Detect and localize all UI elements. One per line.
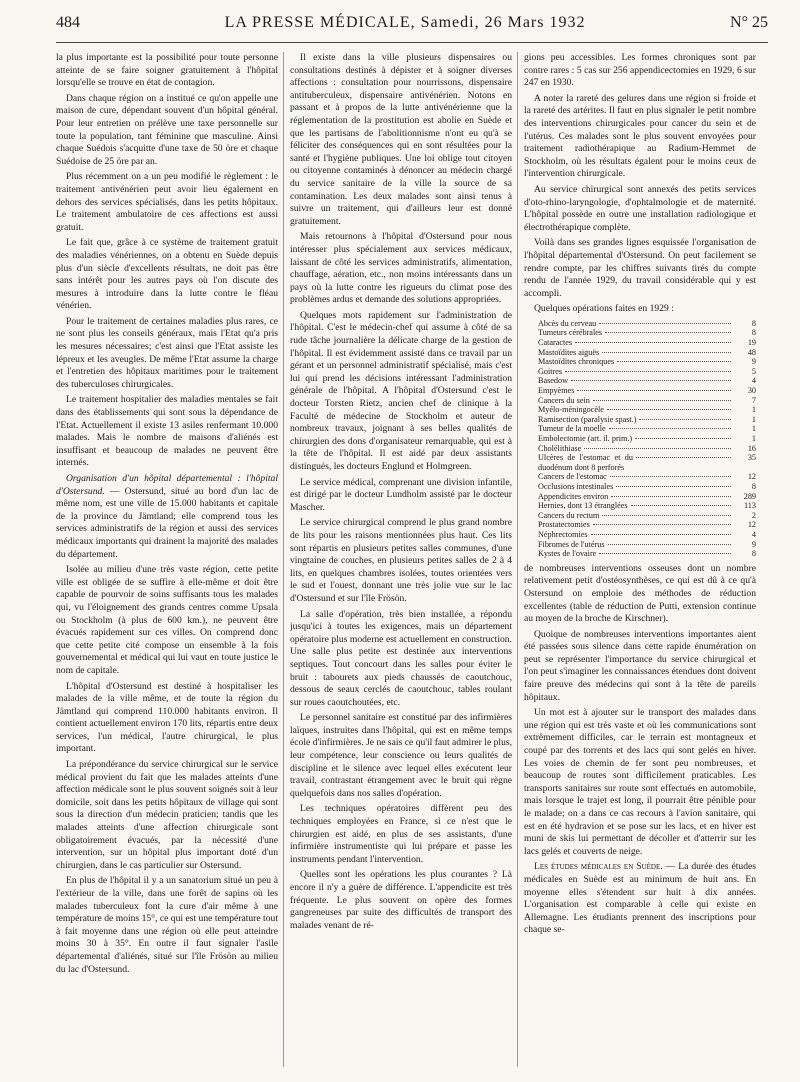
paragraph: En plus de l'hôpital il y a un sanatorium situé un peu à l'extérieur de la ville, dans une forêt de sapins où les malades tuberculeux font la cure d'air même à une température de moins 15°, ce qui est une température tout à fait moyenne dans une région où elle peut atteindre moins 30 à 35°. En outre il faut signaler l'asile départemental d'aliénés, situé sur l'île Frösön au milieu du lac d'Ostersund. [56, 875, 278, 975]
operation-count: 8 [751, 328, 756, 338]
operation-row [538, 511, 756, 521]
operation-row [538, 453, 756, 472]
operation-count: 4 [751, 376, 756, 386]
paragraph: Quelques mots rapidement sur l'administration de l'hôpital. C'est le médecin-chef qui assume à côté de sa rude tâche journalière la délicate charge de la gestion de l'hôpital. Il est évidemment assisté dans ce travail par un gérant et un personnel administratif spécialisé, mais c'est lui qui prend les décisions intéressant l'administration générale de l'hôpital. A l'hôpital d'Ostersund c'est le docteur Torsten Rietz, ancien chef de clinique à la Faculté de médecine de Stockholm et auteur de nombreux travaux, joignant à ses belles qualités de chirurgien des dons d'organisateur remarquable, qui est à la tête de l'hôpital. Il est aidé par deux assistants distingués, les docteurs Englund et Holmgreen. [290, 309, 512, 472]
paragraph: de nombreuses interventions osseuses dont un nombre relativement petit d'ostéosynthèses, ce qui est dû à ce qu'à Ostersund on emploie des méthodes de réduction excellentes (table de réduction de Putti, extension continue au moyen de la broche de Kirschner). [524, 562, 756, 625]
operation-row [538, 386, 756, 396]
operation-row [538, 328, 756, 338]
operation-name: Tumeurs cérébrales [538, 328, 603, 338]
paragraph: Les techniques opératoires diffèrent peu des techniques employées en France, si ce n'est que le chirurgien est aidé, en plus de ses assistants, d'une infirmière instrumentiste qui lui prépare et passe les instruments pendant l'intervention. [290, 803, 512, 865]
paragraph: la plus importante est la possibilité pour toute personne atteinte de se faire soigner gratuitement à l'hôpital lorsqu'elle se trouve en état de contagion. [56, 52, 278, 89]
column-rule-1 [283, 52, 284, 1067]
operation-row [538, 357, 756, 367]
operation-count: 4 [751, 529, 756, 539]
section-text: — Ostersund, situé au bord d'un lac de même nom, est une ville de 15.000 habitants et capitale de la province du Jämtland; elle comprend tous les services administratifs de la région et aussi des services médicaux importants qui drainent la majorité des malades du département. [56, 485, 278, 560]
leader-dots [616, 486, 731, 487]
operation-name: Cholélithiase [538, 443, 582, 453]
journal-title: LA PRESSE MÉDICALE, Samedi, 26 Mars 1932 [224, 14, 586, 31]
operation-name: Appendicites environ [538, 491, 609, 501]
operation-name: Cataractes [538, 338, 573, 348]
leader-dots [575, 342, 731, 343]
paragraph: La salle d'opération, très bien installée, a répondu jusqu'ici à toutes les exigences, mais un département opératoire plus moderne est actuellement en construction. Une salle plus petite est destinée aux interventions septiques. Tout concourt dans les salles pour éviter le bruit : tabourets aux pieds chaussés de caoutchouc, dessous de seaux cerclés de caoutchouc, tables roulant sur roues caoutchoutées, etc. [290, 608, 512, 708]
paragraph: Le service médical, comprenant une division infantile, est dirigé par le docteur Lundholm assisté par le docteur Mascher. [290, 476, 512, 513]
operation-count: 1 [751, 405, 756, 415]
paragraph: Isolée au milieu d'une très vaste région, cette petite ville est obligée de se suffire à elle-même et doit être capable de pourvoir de soins suffisants tous les malades qui, vu l'éloignement des grands centres comme Upsala ou Stockholm (à plus de 600 km.), ne peuvent être évacués rapidement sur ces villes. On comprend donc que cette petite cité compose un ensemble à la fois gouvernemental et médical qui lui vaut en toute justice le nom de capitale. [56, 564, 278, 676]
leader-dots [584, 448, 731, 449]
leader-dots [631, 505, 731, 506]
leader-dots [617, 361, 731, 362]
leader-dots [636, 457, 731, 458]
operation-row [538, 549, 756, 559]
operation-count: 19 [747, 338, 756, 348]
operation-count: 9 [751, 539, 756, 549]
operation-row [538, 434, 756, 444]
leader-dots [591, 534, 731, 535]
operation-count: 2 [751, 510, 756, 520]
operation-name: Tumeur de la moelle [538, 424, 606, 434]
operation-row [538, 501, 756, 511]
paragraph: Un mot est à ajouter sur le transport des malades dans une région qui est très vaste et où les communications sont extrêmement difficiles, car le terrain est montagneux et coupé par des torrents et des lacs qui sont gelés en hiver. Les voies de chemin de fer sont peu nombreuses, et beaucoup de routes sont difficilement praticables. Les transports sanitaires sur route sont effectués en automobile, mais lorsque le trajet est long, il pourrait être pénible pour le malade; on a dans ce cas recours à l'avion sanitaire, qui est en été hydravion et se pose sur les lacs, et en hiver est muni de skis lui permettant de décoller et d'atterrir sur les lacs gelés et couverts de neige. [524, 707, 756, 857]
operation-name: Ramisection (paralysie spast.) [538, 414, 637, 424]
leader-dots [565, 371, 731, 372]
paragraph: Il existe dans la ville plusieurs dispensaires ou consultations destinés à dépister et à soigner diverses affections : consultation pour nourrissons, dispensaire antituberculeux, dispensaire antivénérien. Notons en passant et à propos de la lutte antivénérienne que la réglementation de la prostitution est abolie en Suède et que les partisans de l'abolitionnisme n'ont eu qu'à se féliciter des conséquences qui en sont résultées pour la santé et l'hygiène publiques. Une loi oblige tout citoyen ou citoyenne contaminés à dénoncer au médecin chargé du service sanitaire de la ville la source de sa contamination. Les deux malades sont ainsi tenus à suivre un traitement, qui d'ailleurs leur est donné gratuitement. [290, 52, 512, 227]
operation-name: Kystes de l'ovaire [538, 549, 597, 559]
operation-count: 9 [751, 357, 756, 367]
leader-dots [610, 476, 731, 477]
operation-row [538, 376, 756, 386]
column-rule-2 [517, 52, 518, 1067]
leader-dots [611, 496, 731, 497]
column-2 [290, 52, 512, 1074]
paragraph: Le service chirurgical comprend le plus grand nombre de lits pour les raisons mentionnées plus haut. Ces lits sont répartis en plusieurs petites salles communes, d'une vingtaine de couches, en plusieurs petites salles de 2 à 4 lits, en quelques chambres isolées, toutes orientées vers le sud et l'ouest, donnant une très jolie vue sur le lac d'Ostersund et sur l'île Frösön. [290, 517, 512, 604]
section-heading: Les études médicales en Suède. [534, 861, 663, 873]
operation-row [538, 367, 756, 377]
paragraph: Dans chaque région on a institué ce qu'on appelle une maison de cure, dépendant souvent d'un hôpital général. Pour leur entretien on prélève une taxe personnelle sur toute la population, tant féminine que masculine. Ainsi chaque Suédois s'acquitte d'une taxe de 50 öre et chaque Suédoise de 25 öre par an. [56, 92, 278, 167]
operation-name: Cancers de l'estomac [538, 472, 607, 482]
operation-name: Prostatectomies [538, 520, 590, 530]
paragraph: La prépondérance du service chirurgical sur le service médical provient du fait que les malades atteints d'une affection médicale sont le plus souvent soignés soit à leur domicile, soit dans les petits hôpitaux de village qui sont sous la direction d'un médecin praticien; tandis que les malades atteints d'une affection chirurgicale sont obligatoirement évacués, par la nécessité d'une intervention, sur un hôpital plus important doté d'un chirurgien, dans le cas particulier sur Ostersund. [56, 759, 278, 871]
leader-dots [577, 390, 731, 391]
operation-row [538, 338, 756, 348]
operation-count: 12 [747, 520, 756, 530]
operation-count: 1 [751, 424, 756, 434]
operation-row [538, 472, 756, 482]
operation-name: Occlusions intestinales [538, 481, 614, 491]
leader-dots [635, 438, 731, 439]
operation-row [538, 482, 756, 492]
paragraph: A noter la rareté des gelures dans une région si froide et la rareté des artérites. Il faut en plus signaler le petit nombre des interventions chirurgicales pour cancer du sein et de l'utérus. Ces malades sont le plus souvent envoyées pour traitement radiothérapique au Radium-Hemmet de Stockholm, où les résultats égalent pour le moins ceux de l'intervention chirurgicale. [524, 92, 756, 180]
section-heading: Organisation d'un hôpital départemental : l'hôpital d'Ostersund. [56, 473, 278, 497]
operation-name: Hernies, dont 13 étranglées [538, 501, 628, 511]
leader-dots [599, 323, 731, 324]
paragraph: Le personnel sanitaire est constitué par des infirmières laïques, instruites dans l'hôpital, qui est en même temps école d'infirmières. Je ne sais ce qu'il faut admirer le plus, leur compétence, leur conscience ou leurs qualités de discipline et le silence avec lequel elles exécutent leur travail, contrastant étrangement avec le bruit qui règne quelquefois dans nos salles d'opération. [290, 712, 512, 799]
column-1 [56, 52, 278, 1074]
operation-row [538, 319, 756, 329]
operation-name: Fibromes de l'utérus [538, 539, 605, 549]
operation-count: 8 [751, 549, 756, 559]
operation-count: 5 [751, 366, 756, 376]
operation-count: 8 [751, 481, 756, 491]
operation-count: 35 [747, 453, 756, 463]
operation-row [538, 348, 756, 358]
operation-row [538, 415, 756, 425]
operation-name: Mastoïdites aiguës [538, 347, 600, 357]
operation-count: 12 [747, 472, 756, 482]
operation-name: Cancers du rectum [538, 510, 600, 520]
operation-row [538, 424, 756, 434]
paragraph: Pour le traitement de certaines maladies plus rares, ce ne sont plus les conseils généraux, mais l'Etat qu'a pris les mesures nécessaires; c'est ainsi que l'Etat assiste les lépreux et les aveugles. De même l'Etat assume la charge et l'entretien des hôpitaux maritimes pour le traitement des tuberculoses chirurgicales. [56, 315, 278, 390]
paragraph: Au service chirurgical sont annexés des petits services d'oto-rhino-laryngologie, d'ophtalmologie et de maternité. L'hôpital possède en outre une installation radiologique et électrothérapique complète. [524, 183, 756, 233]
paragraph: Voilà dans ses grandes lignes esquissée l'organisation de l'hôpital départemental d'Ostersund. On peut facilement se rendre compte, par les chiffres suivants tirés du compte rendu de l'année 1929, du travail considérable qui y est accompli. [524, 237, 756, 299]
operations-list [538, 319, 756, 559]
issue-number: N° 25 [730, 14, 768, 31]
leader-dots [609, 428, 731, 429]
operation-count: 30 [747, 386, 756, 396]
paragraph: L'hôpital d'Ostersund est destiné à hospitaliser les malades de la ville même, et de toute la région du Jämtland qui comprend 110.000 habitants environ. Il contient actuellement environ 170 lits, répartis entre deux services, l'un médical, l'autre chirurgical, le plus important. [56, 680, 278, 755]
operation-name: Myélo-méningocèle [538, 405, 604, 415]
operation-count: 289 [743, 491, 756, 501]
operation-count: 48 [747, 347, 756, 357]
operation-row [538, 405, 756, 415]
leader-dots [607, 409, 731, 410]
paragraph: Le traitement hospitalier des maladies mentales se fait dans des établissements qui sont sous la dépendance de l'Etat. Actuellement il existe 13 asiles renfermant 10.000 malades. Mais le nombre de maisons d'aliénés est insuffisant et beaucoup de malades ne peuvent être internés. [56, 394, 278, 469]
leader-dots [593, 400, 731, 401]
paragraph: Quoique de nombreuses interventions importantes aient été passées sous silence dans cette rapide énumération on peut se représenter l'importance du service chirurgical et l'on peut s'imaginer les connaissances étendues dont doivent faire preuve des médecins qui sont à la tête de pareils hôpitaux. [524, 628, 756, 703]
leader-dots [605, 332, 731, 333]
operation-name: Ulcères de l'estomac et du duodénum dont 8 perforés [538, 453, 633, 472]
leader-dots [602, 515, 731, 516]
operation-count: 1 [751, 414, 756, 424]
operation-count: 7 [751, 395, 756, 405]
paragraph: Le fait que, grâce à ce système de traitement gratuit des maladies vénériennes, on a obtenu en Suède depuis plus d'un siècle d'excellents résultats, ne doit pas être sans intérêt pour les autres pays où l'on discute des mesures à introduire dans la lutte contre le fléau vénérien. [56, 237, 278, 312]
leader-dots [571, 380, 731, 381]
operation-name: Basedow [538, 376, 569, 386]
page-header [56, 14, 768, 43]
paragraph: Plus récemment on a un peu modifié le règlement : le traitement antivénérien peut avoir lieu également en dehors des services spécialisés, dans les petits hôpitaux. Le traitement ambulatoire de ces affections est aussi gratuit. [56, 171, 278, 233]
operation-count: 113 [744, 501, 756, 511]
operation-row [538, 396, 756, 406]
leader-dots [602, 352, 731, 353]
operation-name: Mastoïdites chroniques [538, 357, 615, 367]
operation-name: Abcès du cerveau [538, 318, 597, 328]
operation-count: 16 [747, 443, 756, 453]
leader-dots [608, 544, 731, 545]
paragraph: Quelles sont les opérations les plus courantes ? Là encore il n'y a guère de différence. L'appendicite est très fréquente. Le plus souvent on opère des formes gangreneuses par suite des difficultés de transport des malades venant de ré- [290, 869, 512, 931]
column-3 [524, 52, 756, 1074]
operation-name: Néphrectomies [538, 529, 588, 539]
page-number: 484 [56, 14, 80, 31]
operation-name: Empyèmes [538, 386, 575, 396]
operation-name: Cancers du sein [538, 395, 590, 405]
paragraph: Mais retournons à l'hôpital d'Ostersund pour nous intéresser plus spécialement aux services médicaux, laissant de côté les services administratifs, alimentation, chauffage, aération, etc., non moins intéressants dans un pays où la lutte contre les rigueurs du climat pose des problèmes ardus et demande des solutions appropriées. [290, 231, 512, 306]
leader-dots [599, 553, 731, 554]
leader-dots [639, 419, 731, 420]
operation-name: Goitres [538, 366, 563, 376]
operation-row [538, 492, 756, 502]
operation-count: 8 [751, 318, 756, 328]
operation-name: Embolectomie (art. il. prim.) [538, 434, 633, 443]
operation-row [538, 530, 756, 540]
section-text: — La durée des études médicales en Suède est au minimum de huit ans. En moyenne elles s'étendent sur huit à dix années. L'organisation est comparable à celle qui existe en Allemagne. Les étudiants prennent des inscriptions pour chaque se- [524, 861, 756, 936]
operation-row [538, 540, 756, 550]
section-paragraph [56, 473, 278, 561]
section-paragraph [524, 861, 756, 937]
operations-intro: Quelques opérations faites en 1929 : [534, 303, 674, 315]
operation-count: 1 [751, 434, 756, 443]
paragraph: gions peu accessibles. Les formes chroniques sont par contre rares : 5 cas sur 256 appendicectomies en 1929, 6 sur 247 en 1930. [524, 52, 756, 89]
operation-row [538, 520, 756, 530]
operation-row [538, 444, 756, 454]
leader-dots [593, 524, 731, 525]
